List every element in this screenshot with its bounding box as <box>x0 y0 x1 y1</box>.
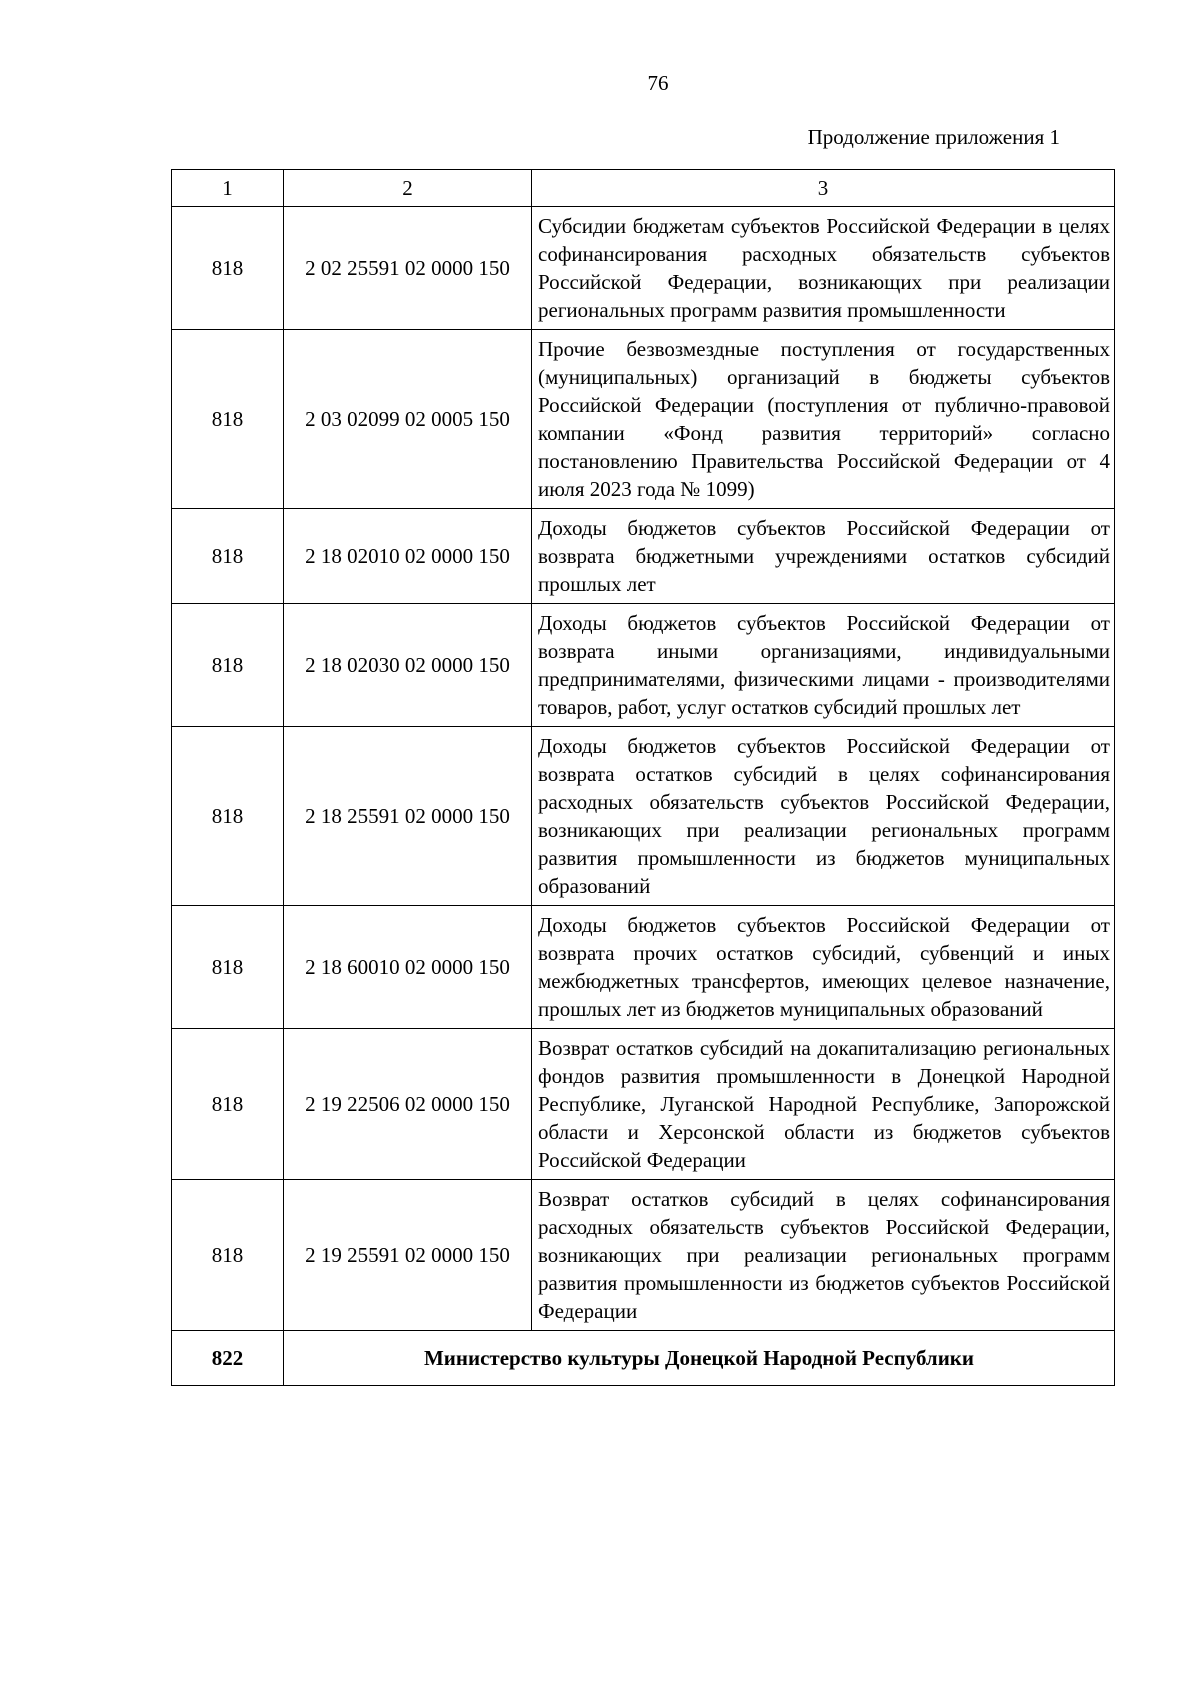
description-text: Возврат остатков субсидий на докапитализацию региональных фондов развития промышленности в Донецкой Народной Республике, Луганской Народной Республике, Запорожской области и Херсонской области из бюджетов субъектов Российской Федерации <box>538 1036 1110 1172</box>
description-text: Доходы бюджетов субъектов Российской Федерации от возврата бюджетными учреждениями остатков субсидий прошлых лет <box>538 516 1110 596</box>
table-row <box>172 330 1115 509</box>
budget-code-cell: 2 18 25591 02 0000 150 <box>284 727 532 906</box>
description-cell <box>532 509 1115 604</box>
table-row <box>172 1180 1115 1331</box>
admin-code-cell: 818 <box>172 727 284 906</box>
table-row <box>172 906 1115 1029</box>
header-col-3: 3 <box>532 170 1115 207</box>
budget-code-cell: 2 18 02030 02 0000 150 <box>284 604 532 727</box>
table-row <box>172 509 1115 604</box>
admin-code-cell: 818 <box>172 1180 284 1331</box>
admin-code-cell: 818 <box>172 906 284 1029</box>
header-col-2: 2 <box>284 170 532 207</box>
table-row <box>172 1029 1115 1180</box>
budget-code-cell: 2 18 60010 02 0000 150 <box>284 906 532 1029</box>
continuation-label: Продолжение приложения 1 <box>807 125 1060 149</box>
budget-code-cell: 2 02 25591 02 0000 150 <box>284 207 532 330</box>
admin-code-cell: 818 <box>172 509 284 604</box>
description-cell <box>532 604 1115 727</box>
budget-code-cell: 2 03 02099 02 0005 150 <box>284 330 532 509</box>
ministry-title-cell: Министерство культуры Донецкой Народной Республики <box>284 1331 1115 1386</box>
description-text: Доходы бюджетов субъектов Российской Федерации от возврата иными организациями, индивидуальными предпринимателями, физическими лицами - производителями товаров, работ, услуг остатков субсидий прошлых лет <box>538 611 1110 719</box>
budget-code-cell: 2 18 02010 02 0000 150 <box>284 509 532 604</box>
budget-code-cell: 2 19 22506 02 0000 150 <box>284 1029 532 1180</box>
table-header-row <box>172 170 1115 207</box>
ministry-code-cell: 822 <box>172 1331 284 1386</box>
description-text: Прочие безвозмездные поступления от государственных (муниципальных) организаций в бюджеты субъектов Российской Федерации (поступления от публично-правовой компании «Фонд развития территорий» согласно постановлению Правительства Российской Федерации от 4 июля 2023 года № 1099) <box>538 337 1110 501</box>
table-row <box>172 207 1115 330</box>
table-row <box>172 604 1115 727</box>
budget-code-cell: 2 19 25591 02 0000 150 <box>284 1180 532 1331</box>
admin-code-cell: 818 <box>172 604 284 727</box>
description-cell <box>532 1180 1115 1331</box>
page-number: 76 <box>647 71 669 95</box>
admin-code-cell: 818 <box>172 330 284 509</box>
description-text: Субсидии бюджетам субъектов Российской Федерации в целях софинансирования расходных обязательств субъектов Российской Федерации, возникающих при реализации региональных программ развития промышленности <box>538 214 1110 322</box>
description-cell <box>532 906 1115 1029</box>
revenue-codes-table <box>171 169 1115 1386</box>
description-text: Возврат остатков субсидий в целях софинансирования расходных обязательств субъектов Российской Федерации, возникающих при реализации региональных программ развития промышленности из бюджетов субъектов Российской Федерации <box>538 1187 1110 1323</box>
description-text: Доходы бюджетов субъектов Российской Федерации от возврата остатков субсидий в целях софинансирования расходных обязательств субъектов Российской Федерации, возникающих при реализации региональных программ развития промышленности из бюджетов муниципальных образований <box>538 734 1110 898</box>
description-cell <box>532 330 1115 509</box>
description-text: Доходы бюджетов субъектов Российской Федерации от возврата прочих остатков субсидий, субвенций и иных межбюджетных трансфертов, имеющих целевое назначение, прошлых лет из бюджетов муниципальных образований <box>538 913 1110 1021</box>
admin-code-cell: 818 <box>172 207 284 330</box>
description-cell <box>532 1029 1115 1180</box>
header-col-1: 1 <box>172 170 284 207</box>
admin-code-cell: 818 <box>172 1029 284 1180</box>
table-row <box>172 727 1115 906</box>
description-cell <box>532 207 1115 330</box>
description-cell <box>532 727 1115 906</box>
ministry-row <box>172 1331 1115 1386</box>
